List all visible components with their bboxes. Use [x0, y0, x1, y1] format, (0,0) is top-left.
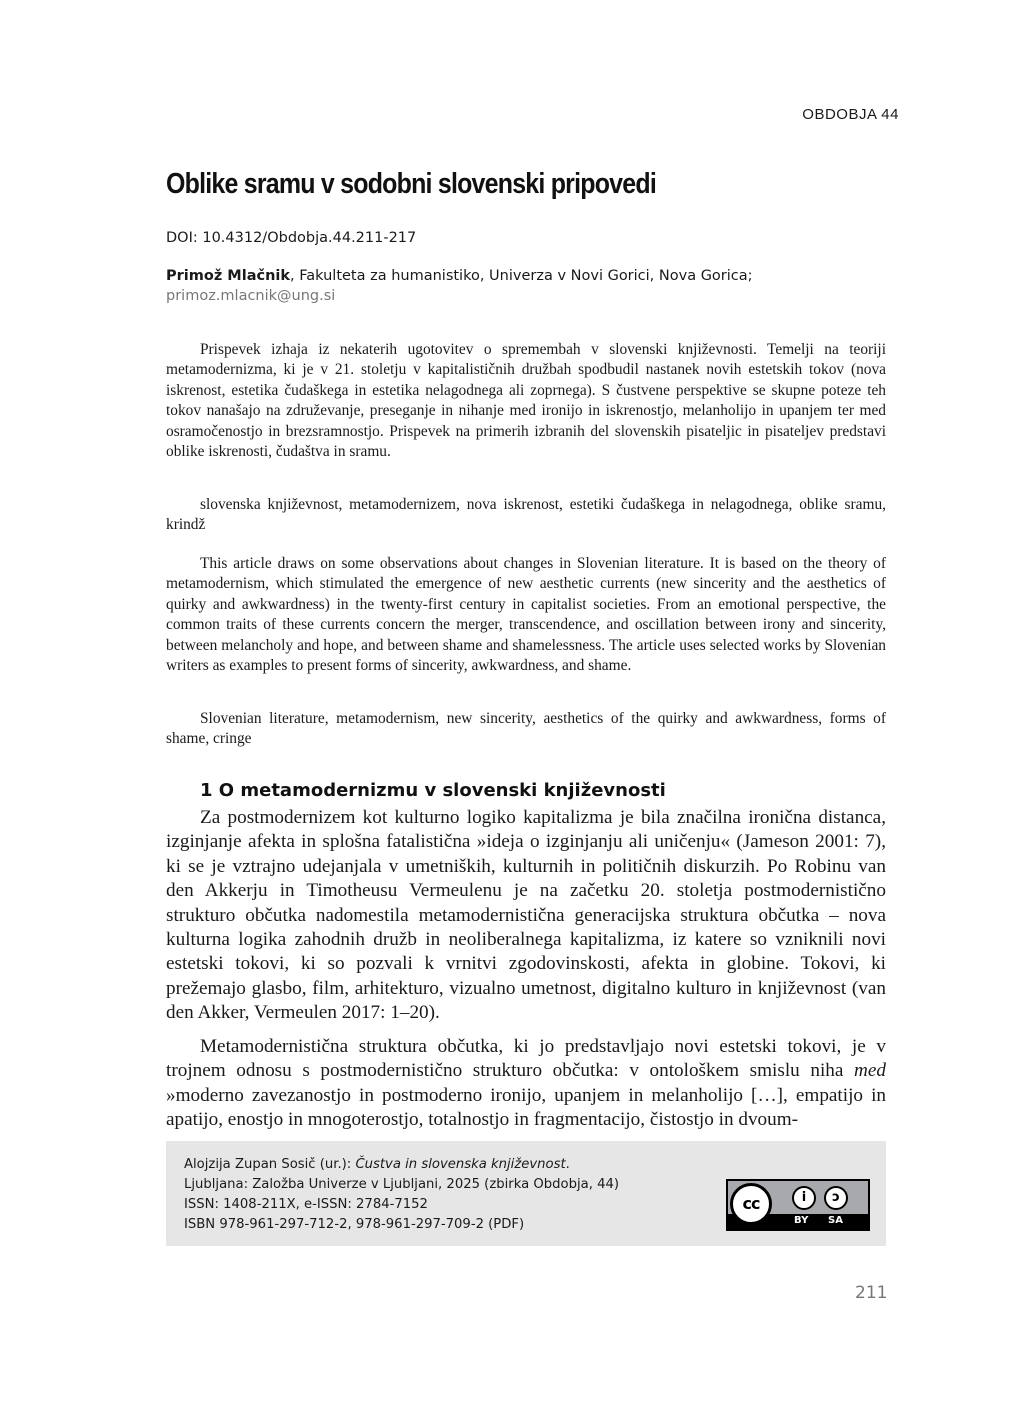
- article-title: Oblike sramu v sodobni slovenski pripovedi: [166, 168, 656, 200]
- running-head: OBDOBJA 44: [802, 106, 899, 123]
- share-alike-icon: ↄ: [824, 1186, 848, 1210]
- author-name: Primož Mlačnik: [166, 268, 291, 284]
- sa-label: SA: [828, 1215, 843, 1226]
- isbn: ISBN 978-961-297-712-2, 978-961-297-709-2 (PDF): [184, 1217, 525, 1232]
- attribution-icon: i: [792, 1186, 816, 1210]
- cc-icon: cc: [730, 1183, 772, 1225]
- author-affiliation: , Fakulteta za humanistiko, Univerza v Novi Gorici, Nova Gorica;: [290, 268, 753, 284]
- body-paragraph-2: [166, 1035, 886, 1133]
- publisher: Ljubljana: Založba Univerze v Ljubljani, 2025 (zbirka Obdobja, 44): [184, 1177, 620, 1192]
- page-number: 211: [855, 1283, 888, 1303]
- issn: ISSN: 1408-211X, e-ISSN: 2784-7152: [184, 1197, 428, 1212]
- abstract-slovene: Prispevek izhaja iz nekaterih ugotovitev o spremembah v slovenski književnosti. Temelji na teoriji metamodernizma, ki je v 21. stoletju v kapitalističnih družbah spodbudil nastanek novih estetskih tokov (nova iskrenost, estetika čudaškega in estetika nelagodnega ali zoprnega). S čustvene perspektive se skupne poteze teh tokov nanašajo na združevanje, preseganje in nihanje med ironijo in iskrenostjo, melanholijo in upanjem ter med osramočenostjo in brezsramnostjo. Prispevek na primerih izbranih del slovenskih pisateljic in pisateljev predstavi oblike iskrenosti, čudaštva in sramu.: [166, 341, 886, 461]
- editor: Alojzija Zupan Sosič (ur.):: [184, 1157, 356, 1172]
- cc-by-sa-license-badge[interactable]: [726, 1179, 870, 1231]
- keywords-english: Slovenian literature, metamodernism, new sincerity, aesthetics of the quirky and awkwardness, forms of shame, cringe: [166, 710, 886, 748]
- by-label: BY: [794, 1215, 809, 1226]
- body-paragraph-2-start: Metamodernistična struktura občutka, ki jo predstavljajo novi estetski tokovi, je v trojnem odnosu s postmodernistično strukturo občutka: v ontološkem smislu niha: [166, 1036, 886, 1082]
- body-paragraph-1: Za postmodernizem kot kulturno logiko kapitalizma je bila značilna ironična distanca, izginjanje afekta in splošna fatalistična »ideja o izginjanju ali uničenju« (Jameson 2001: 7), ki se je vztrajno udejanjala v umetniških, kulturnih in političnih diskurzih. Po Robinu van den Akkerju in Timotheusu Vermeulenu je na začetku 20. stoletja postmodernistično strukturo občutka nadomestila metamodernistična generacijska struktura občutka – nova kulturna logika zahodnih družb in neoliberalnega kapitalizma, iz katere so vzniknili novi estetski tokovi, ki so pozvali k vrnitvi zgodovinskosti, afekta in globine. Tokovi, ki prežemajo glasbo, film, arhitekturo, vizualno umetnost, digitalno kulturo in književnost (van den Akker, Vermeulen 2017: 1–20).: [166, 807, 886, 1024]
- body-paragraph-2-emphasis: med: [854, 1060, 886, 1082]
- section-heading: 1 O metamodernizmu v slovenski književnosti: [200, 780, 666, 801]
- doi: DOI: 10.4312/Obdobja.44.211-217: [166, 230, 417, 246]
- body-paragraph-2-end: »moderno zavezanostjo in postmoderno ironijo, upanjem in melanholijo […], empatijo in apatijo, enostjo in mnogoterostjo, totalnostjo in fragmentacijo, čistostjo in dvoum-: [166, 1084, 886, 1131]
- publication-info: [184, 1155, 619, 1235]
- abstract-english: This article draws on some observations about changes in Slovenian literature. It is based on the theory of metamodernism, which stimulated the emergence of new aesthetic currents (new sincerity and the aesthetics of quirky and awkwardness) in the twenty-first century in capitalist societies. From an emotional perspective, the common traits of these currents concern the merger, transcendence, and oscillation between irony and sincerity, between melancholy and hope, and between shame and shamelessness. The article uses selected works by Slovenian writers as examples to present forms of sincerity, awkwardness, and shame.: [166, 555, 886, 675]
- publication-info-box: [166, 1141, 886, 1246]
- author-line: [166, 266, 896, 306]
- book-title: Čustva in slovenska književnost: [355, 1157, 566, 1172]
- book-title-end: .: [565, 1157, 570, 1172]
- keywords-slovene: slovenska književnost, metamodernizem, nova iskrenost, estetiki čudaškega in nelagodnega, oblike sramu, krindž: [166, 496, 886, 534]
- author-email[interactable]: primoz.mlacnik@ung.si: [166, 288, 336, 304]
